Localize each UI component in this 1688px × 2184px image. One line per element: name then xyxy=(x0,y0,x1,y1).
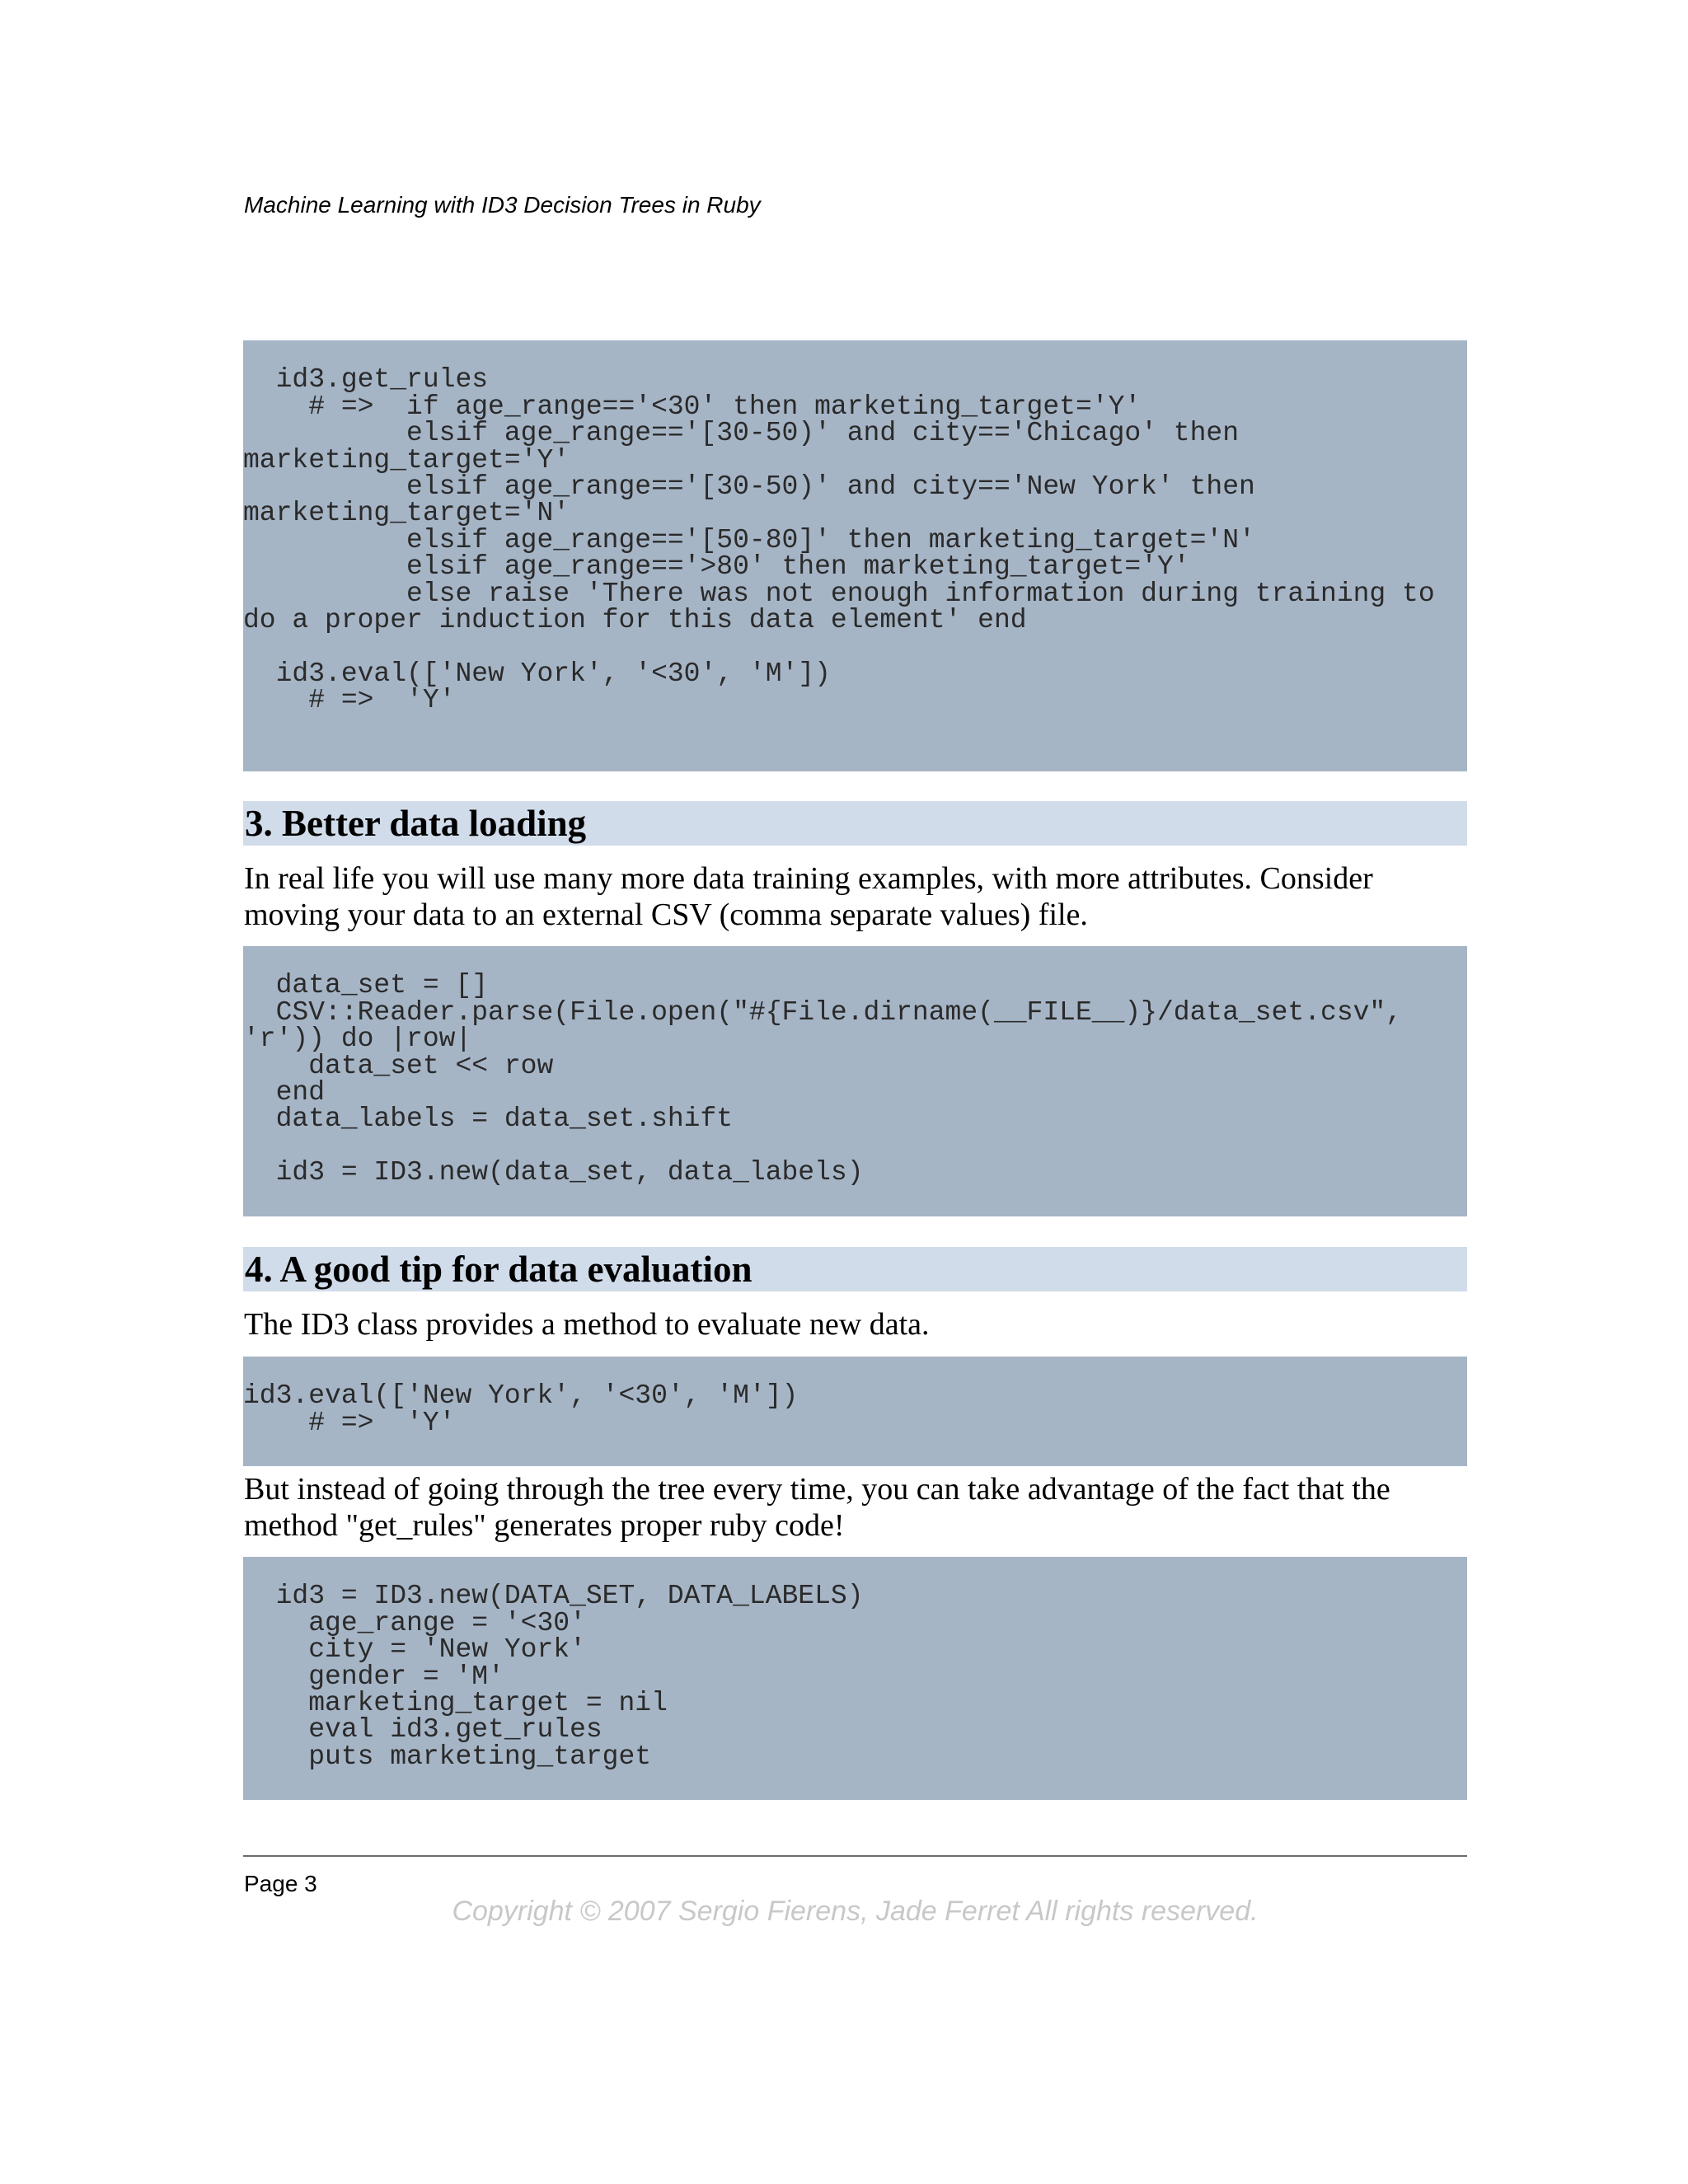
code-block-rules-eval: id3 = ID3.new(DATA_SET, DATA_LABELS) age_range = '<30' city = 'New York' gender = 'M' marketing_target = nil eval id3.get_rules puts marketing_target xyxy=(243,1557,1467,1800)
section-heading-data-evaluation: 4. A good tip for data evaluation xyxy=(243,1247,1467,1291)
paragraph-evaluation-followup: But instead of going through the tree every time, you can take advantage of the fact that the method "get_rules" generates proper ruby code! xyxy=(244,1472,1390,1543)
paragraph-data-loading: In real life you will use many more data training examples, with more attributes. Consider moving your data to an external CSV (comma separate values) file. xyxy=(244,861,1373,932)
running-header-title: Machine Learning with ID3 Decision Trees in Ruby xyxy=(244,192,761,218)
section-heading-better-data-loading: 3. Better data loading xyxy=(243,801,1467,846)
copyright-notice: Copyright © 2007 Sergio Fierens, Jade Ferret All rights reserved. xyxy=(452,1896,1259,1927)
page-number: Page 3 xyxy=(244,1871,317,1896)
paragraph-evaluation-intro: The ID3 class provides a method to evaluate new data. xyxy=(244,1307,930,1342)
code-block-get-rules: id3.get_rules # => if age_range=='<30' then marketing_target='Y' elsif age_range=='[30-50)' and city=='Chicago' then marketing_target='Y' elsif age_range=='[30-50)' and city=='New York' then marketing_target='N' elsif age_range=='[50-80]' then marketing_target='N' elsif age_range=='>80' then marketing_target='Y' else raise 'There was not enough information during training to do a proper induction for this data element' end id3.eval(['New York', '<30', 'M']) # => 'Y' xyxy=(243,340,1467,771)
footer-divider xyxy=(243,1855,1467,1857)
code-block-eval-example: id3.eval(['New York', '<30', 'M']) # => 'Y' xyxy=(243,1357,1467,1466)
code-block-data-loading: data_set = [] CSV::Reader.parse(File.open("#{File.dirname(__FILE__)}/data_set.csv", 'r')) do |row| data_set << row end data_labels = data_set.shift id3 = ID3.new(data_set, data_labels) xyxy=(243,946,1467,1216)
